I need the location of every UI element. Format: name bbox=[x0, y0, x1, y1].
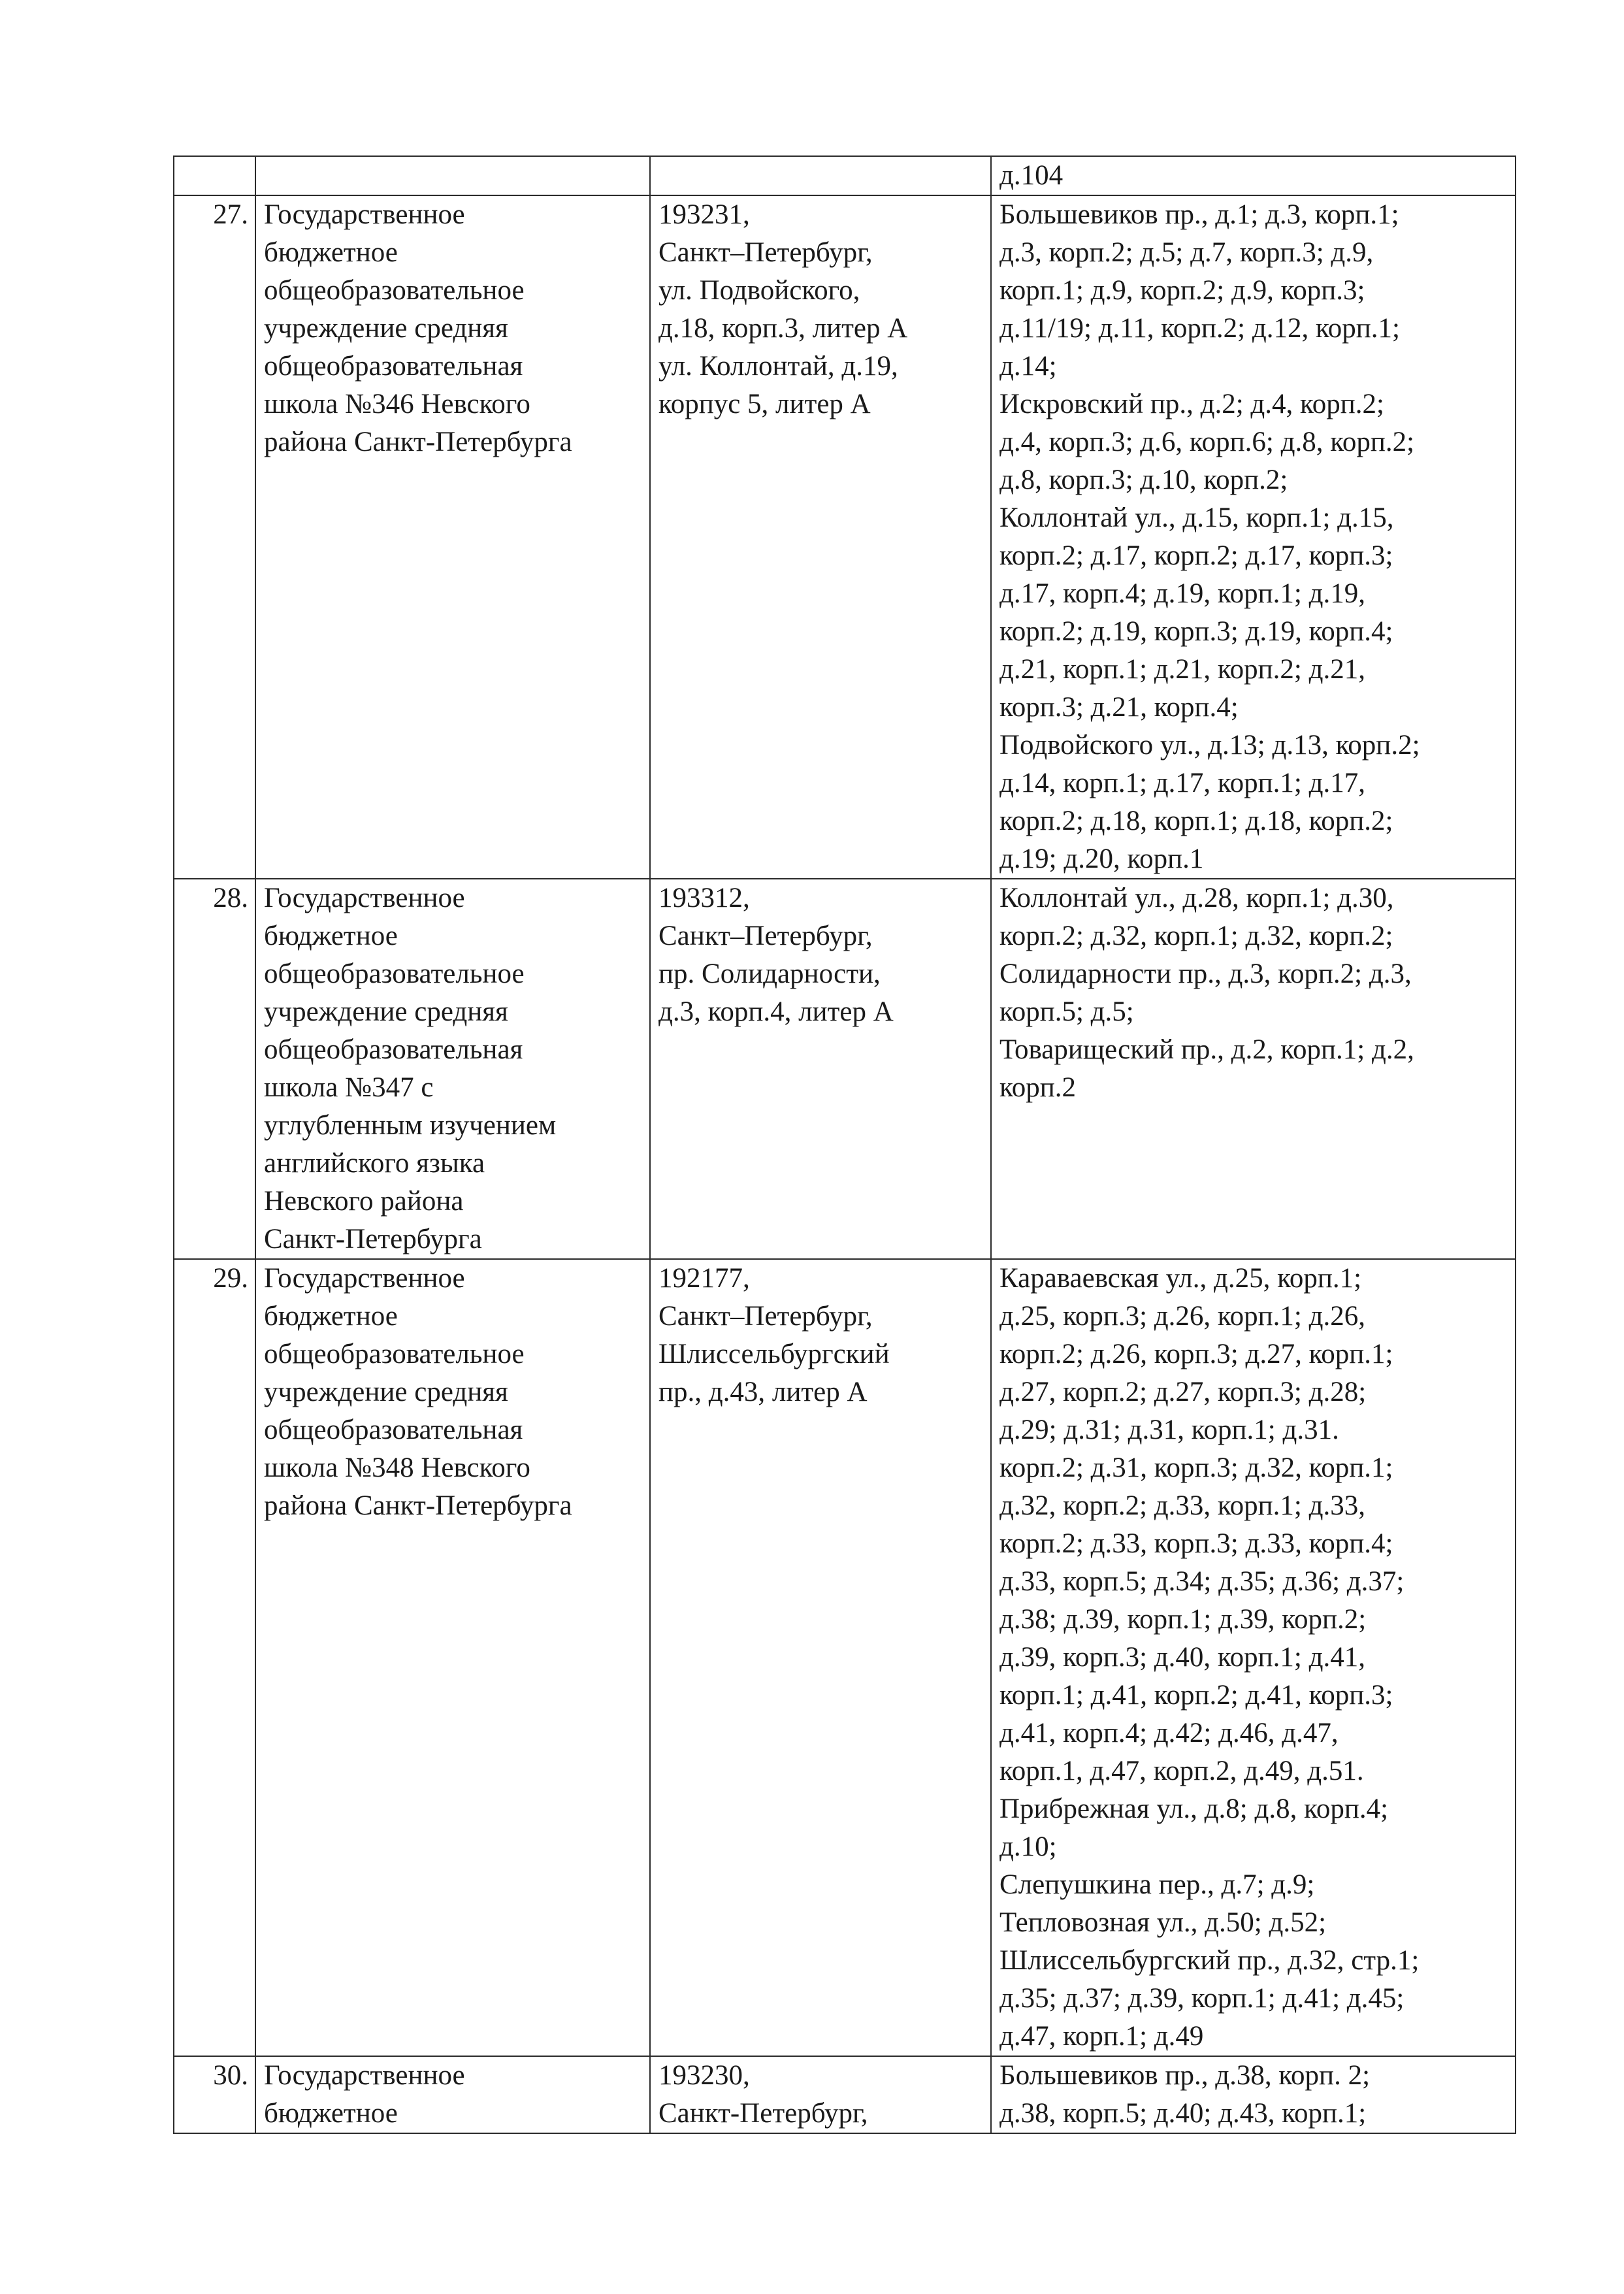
institution-name-cell: Государственное бюджетное общеобразовательное учреждение средняя общеобразовательная школа №348 Невского района Санкт-Петербурга bbox=[255, 1259, 650, 2056]
row-number-cell: 30. bbox=[174, 2056, 255, 2133]
table-row bbox=[174, 195, 1516, 879]
row-number-cell: 28. bbox=[174, 879, 255, 1259]
territory-cell: Большевиков пр., д.1; д.3, корп.1; д.3, корп.2; д.5; д.7, корп.3; д.9, корп.1; д.9, корп.2; д.9, корп.3; д.11/19; д.11, корп.2; д.12, корп.1; д.14; Искровский пр., д.2; д.4, корп.2; д.4, корп.3; д.6, корп.6; д.8, корп.2; д.8, корп.3; д.10, корп.2; Коллонтай ул., д.15, корп.1; д.15, корп.2; д.17, корп.2; д.17, корп.3; д.17, корп.4; д.19, корп.1; д.19, корп.2; д.19, корп.3; д.19, корп.4; д.21, корп.1; д.21, корп.2; д.21, корп.3; д.21, корп.4; Подвойского ул., д.13; д.13, корп.2; д.14, корп.1; д.17, корп.1; д.17, корп.2; д.18, корп.1; д.18, корп.2; д.19; д.20, корп.1 bbox=[991, 195, 1516, 879]
territory-cell: д.104 bbox=[991, 156, 1516, 195]
row-number-cell bbox=[174, 156, 255, 195]
institution-name-cell: Государственное бюджетное общеобразовательное учреждение средняя общеобразовательная школа №346 Невского района Санкт-Петербурга bbox=[255, 195, 650, 879]
address-cell: 193312, Санкт–Петербург, пр. Солидарности, д.3, корп.4, литер А bbox=[650, 879, 991, 1259]
table-row bbox=[174, 2056, 1516, 2133]
territory-cell: Коллонтай ул., д.28, корп.1; д.30, корп.2; д.32, корп.1; д.32, корп.2; Солидарности пр., д.3, корп.2; д.3, корп.5; д.5; Товарищеский пр., д.2, корп.1; д.2, корп.2 bbox=[991, 879, 1516, 1259]
table-row bbox=[174, 879, 1516, 1259]
address-cell: 192177, Санкт–Петербург, Шлиссельбургский пр., д.43, литер А bbox=[650, 1259, 991, 2056]
institution-name-cell: Государственное бюджетное общеобразовательное учреждение средняя общеобразовательная школа №347 с углубленным изучением английского языка Невского района Санкт-Петербурга bbox=[255, 879, 650, 1259]
school-territory-table bbox=[173, 156, 1516, 2134]
territory-cell: Большевиков пр., д.38, корп. 2; д.38, корп.5; д.40; д.43, корп.1; bbox=[991, 2056, 1516, 2133]
institution-name-cell: Государственное бюджетное bbox=[255, 2056, 650, 2133]
institution-name-cell bbox=[255, 156, 650, 195]
territory-cell: Караваевская ул., д.25, корп.1; д.25, корп.3; д.26, корп.1; д.26, корп.2; д.26, корп.3; д.27, корп.1; д.27, корп.2; д.27, корп.3; д.28; д.29; д.31; д.31, корп.1; д.31. корп.2; д.31, корп.3; д.32, корп.1; д.32, корп.2; д.33, корп.1; д.33, корп.2; д.33, корп.3; д.33, корп.4; д.33, корп.5; д.34; д.35; д.36; д.37; д.38; д.39, корп.1; д.39, корп.2; д.39, корп.3; д.40, корп.1; д.41, корп.1; д.41, корп.2; д.41, корп.3; д.41, корп.4; д.42; д.46, д.47, корп.1, д.47, корп.2, д.49, д.51. Прибрежная ул., д.8; д.8, корп.4; д.10; Слепушкина пер., д.7; д.9; Тепловозная ул., д.50; д.52; Шлиссельбургский пр., д.32, стр.1; д.35; д.37; д.39, корп.1; д.41; д.45; д.47, корп.1; д.49 bbox=[991, 1259, 1516, 2056]
table-row-continuation bbox=[174, 156, 1516, 195]
row-number-cell: 29. bbox=[174, 1259, 255, 2056]
address-cell: 193230, Санкт-Петербург, bbox=[650, 2056, 991, 2133]
row-number-cell: 27. bbox=[174, 195, 255, 879]
address-cell: 193231, Санкт–Петербург, ул. Подвойского, д.18, корп.3, литер А ул. Коллонтай, д.19, корпус 5, литер А bbox=[650, 195, 991, 879]
address-cell bbox=[650, 156, 991, 195]
table-row bbox=[174, 1259, 1516, 2056]
